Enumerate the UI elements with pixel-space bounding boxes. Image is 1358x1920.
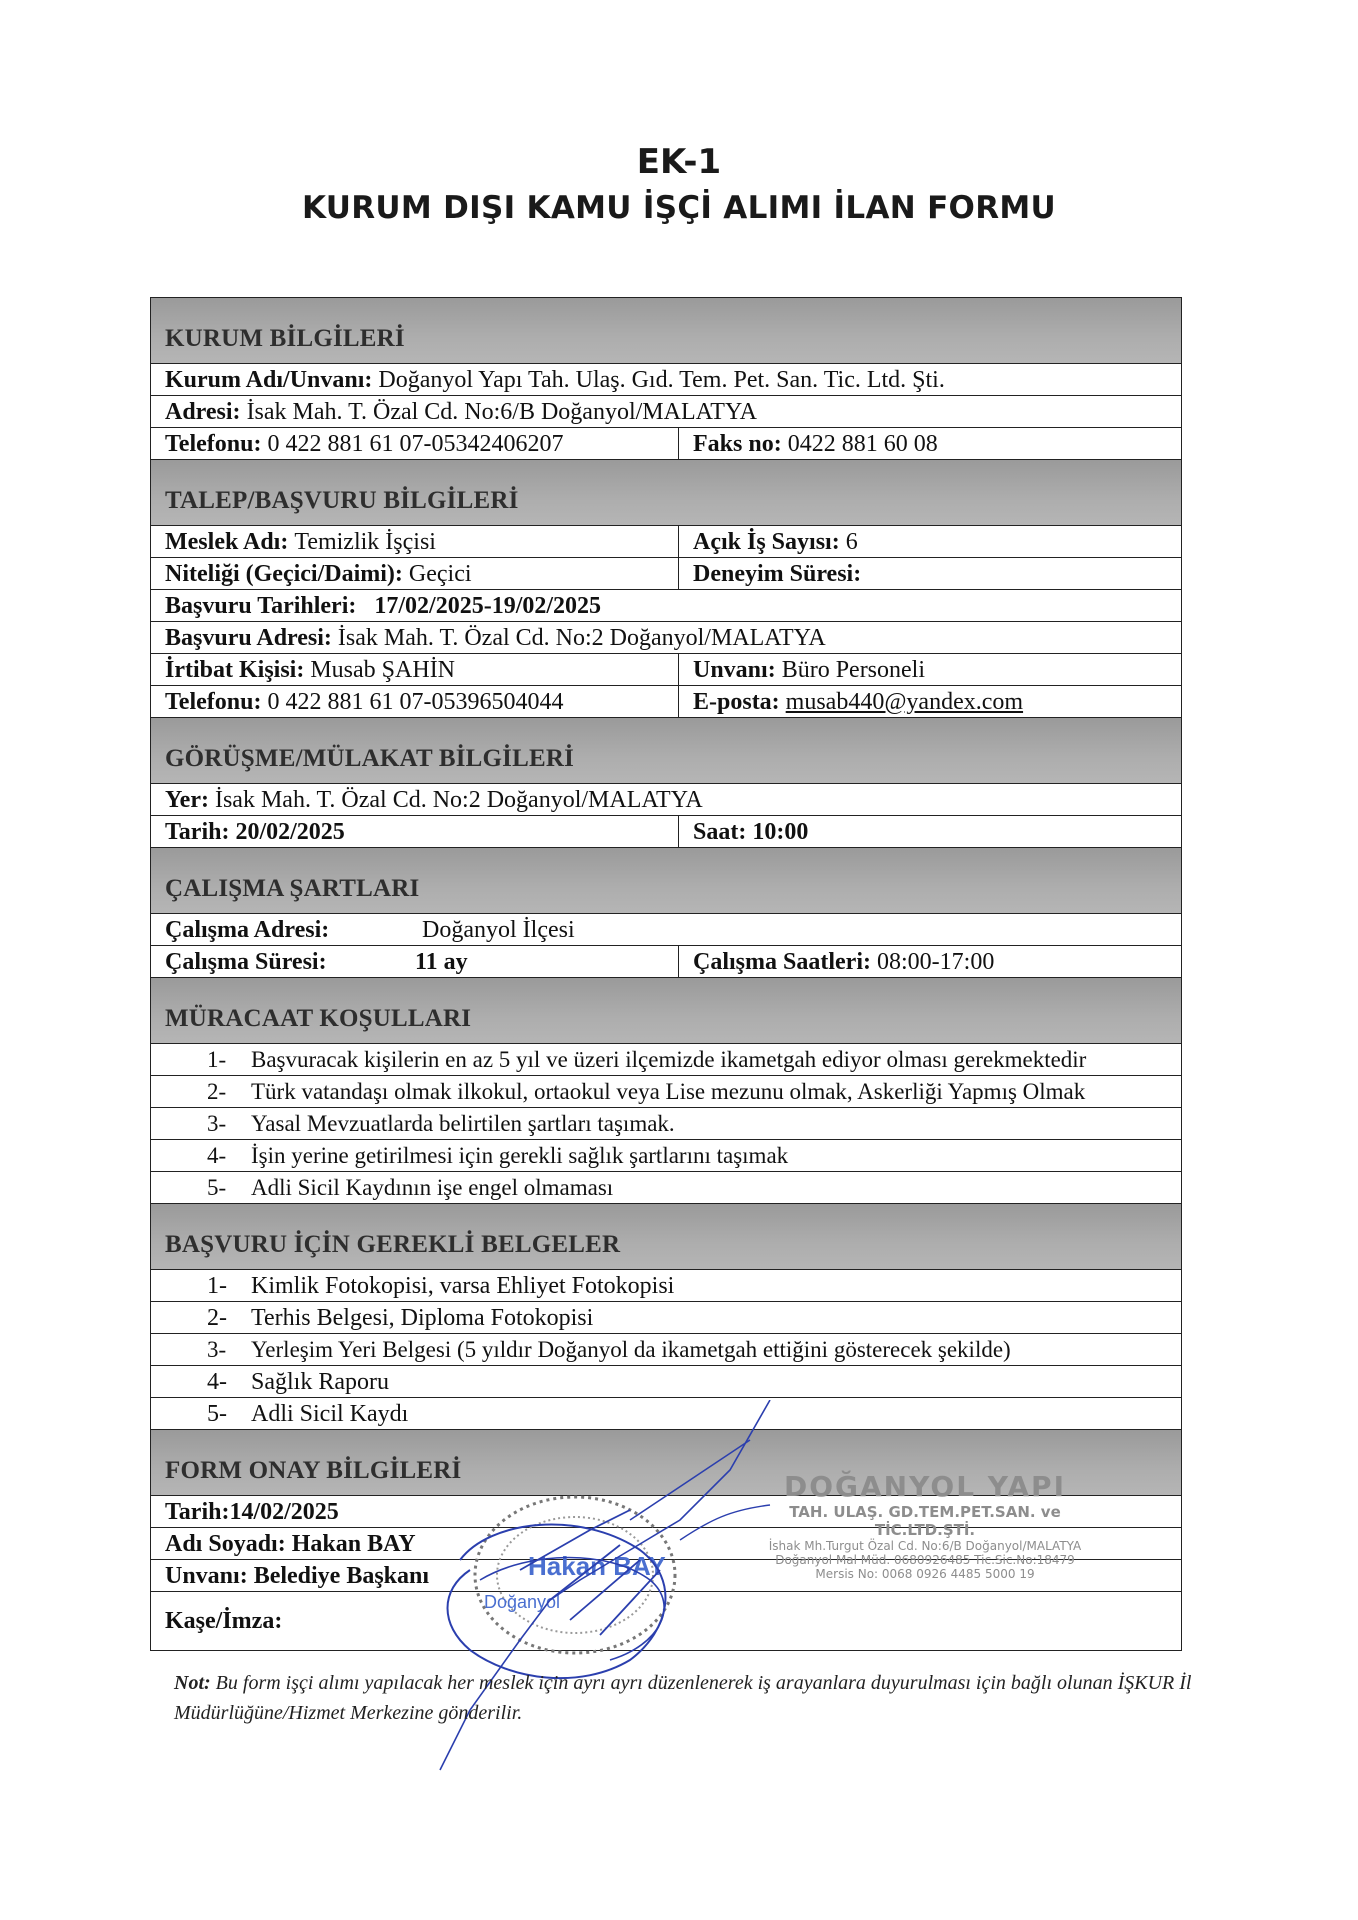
list-item xyxy=(151,1076,1181,1108)
label-eposta: E-posta: xyxy=(693,688,780,715)
section-calisma-header: ÇALIŞMA ŞARTLARI xyxy=(151,848,1181,914)
form-code-title: EK-1 xyxy=(636,142,722,182)
item-number: 1- xyxy=(207,1046,227,1072)
label-irtibat-telefon: Telefonu: xyxy=(165,688,262,715)
label-acik-is: Açık İş Sayısı: xyxy=(693,528,840,555)
value-gorusme-tarih: 20/02/2025 xyxy=(235,818,345,845)
seal-name-text: Hakan BAY xyxy=(528,1551,666,1581)
label-gorusme-yer: Yer: xyxy=(165,786,209,813)
value-calisma-sure: 11 ay xyxy=(415,948,468,975)
value-acik-is: 6 xyxy=(845,528,858,555)
section-muracaat-header: MÜRACAAT KOŞULLARI xyxy=(151,978,1181,1044)
value-calisma-saat: 08:00-17:00 xyxy=(876,948,995,975)
label-gorusme-saat: Saat: xyxy=(693,818,747,845)
section-kurum-header: KURUM BİLGİLERİ xyxy=(151,298,1181,364)
value-meslek: Temizlik İşçisi xyxy=(294,528,436,555)
item-text: Sağlık Raporu xyxy=(251,1368,389,1395)
list-item xyxy=(151,1140,1181,1172)
list-item xyxy=(151,1172,1181,1204)
value-basvuru-tarih: 17/02/2025-19/02/2025 xyxy=(374,592,602,619)
row-irtibat xyxy=(151,654,1181,686)
row-meslek xyxy=(151,526,1181,558)
row-kurum-adi xyxy=(151,364,1181,396)
item-text: Türk vatandaşı olmak ilkokul, ortaokul veya Lise mezunu olmak, Askerliği Yapmış Olmak xyxy=(251,1078,1086,1104)
value-kurum-telefon: 0 422 881 61 07-05342406207 xyxy=(267,430,564,457)
value-irtibat: Musab ŞAHİN xyxy=(310,656,456,683)
label-faks: Faks no: xyxy=(693,430,782,457)
item-text: Kimlik Fotokopisi, varsa Ehliyet Fotokopisi xyxy=(251,1272,675,1299)
item-text: Adli Sicil Kaydı xyxy=(251,1400,409,1427)
item-number: 5- xyxy=(207,1400,227,1427)
note-text: Bu form işçi alımı yapılacak her meslek için ayrı ayrı düzenlenerek iş arayanlara duyurulması için bağlı olunan İŞKUR İl Müdürlüğüne/Hizmet Merkezine gönderilir. xyxy=(174,1672,1192,1724)
label-calisma-adres: Çalışma Adresi: xyxy=(165,916,330,943)
value-onay-tarih: 14/02/2025 xyxy=(229,1498,339,1525)
item-number: 2- xyxy=(207,1304,227,1331)
value-calisma-adres: Doğanyol İlçesi xyxy=(422,916,575,943)
value-onay-ad: Hakan BAY xyxy=(291,1530,416,1557)
seal-town-text: Doğanyol xyxy=(484,1592,561,1612)
value-irtibat-telefon: 0 422 881 61 07-05396504044 xyxy=(267,688,564,715)
value-gorusme-yer: İsak Mah. T. Özal Cd. No:2 Doğanyol/MALATYA xyxy=(214,786,703,813)
label-kurum-telefon: Telefonu: xyxy=(165,430,262,457)
item-text: Yasal Mevzuatlarda belirtilen şartları taşımak. xyxy=(251,1110,675,1136)
label-kase-imza: Kaşe/İmza: xyxy=(165,1608,283,1634)
label-gorusme-tarih: Tarih: xyxy=(165,818,230,845)
item-text: Başvuracak kişilerin en az 5 yıl ve üzeri ilçemizde ikametgah ediyor olması gerekmektedir xyxy=(251,1046,1087,1072)
email-link[interactable]: musab440@yandex.com xyxy=(785,688,1024,715)
label-basvuru-tarih: Başvuru Tarihleri: xyxy=(165,592,357,619)
label-meslek: Meslek Adı: xyxy=(165,528,289,555)
list-item xyxy=(151,1302,1181,1334)
section-belgeler-header: BAŞVURU İÇİN GEREKLİ BELGELER xyxy=(151,1204,1181,1270)
label-calisma-sure: Çalışma Süresi: xyxy=(165,948,327,975)
row-nitelik xyxy=(151,558,1181,590)
row-gorusme-yer xyxy=(151,784,1181,816)
row-calisma-sure-saat xyxy=(151,946,1181,978)
label-calisma-saat: Çalışma Saatleri: xyxy=(693,948,871,975)
label-kurum-adi: Kurum Adı/Unvanı: xyxy=(165,366,373,393)
item-text: Yerleşim Yeri Belgesi (5 yıldır Doğanyol da ikametgah ettiğini gösterecek şekilde) xyxy=(251,1336,1011,1362)
label-onay-unvan: Unvanı: xyxy=(165,1562,248,1589)
row-kurum-adres xyxy=(151,396,1181,428)
value-kurum-adi: Doğanyol Yapı Tah. Ulaş. Gıd. Tem. Pet. San. Tic. Ltd. Şti. xyxy=(378,366,945,393)
list-item xyxy=(151,1044,1181,1076)
label-unvan: Unvanı: xyxy=(693,656,776,683)
list-item xyxy=(151,1334,1181,1366)
item-number: 3- xyxy=(207,1110,227,1136)
stamp-mersis: Mersis No: 0068 0926 4485 5000 19 xyxy=(815,1567,1035,1581)
label-basvuru-adres: Başvuru Adresi: xyxy=(165,624,332,651)
item-number: 2- xyxy=(207,1078,227,1104)
note-label: Not: xyxy=(174,1672,211,1694)
stamp-tax-info: Doğanyol Mal Müd. 0680926485 Tic.Sic.No:18479 xyxy=(775,1553,1075,1567)
item-number: 5- xyxy=(207,1174,227,1200)
row-irtibat-telefon xyxy=(151,686,1181,718)
section-gorusme-header: GÖRÜŞME/MÜLAKAT BİLGİLERİ xyxy=(151,718,1181,784)
stamp-company-name: DOĞANYOL YAPI xyxy=(783,1470,1066,1503)
section-talep-header: TALEP/BAŞVURU BİLGİLERİ xyxy=(151,460,1181,526)
list-item xyxy=(151,1366,1181,1398)
label-nitelik: Niteliği (Geçici/Daimi): xyxy=(165,560,403,587)
item-number: 4- xyxy=(207,1142,227,1168)
stamp-company-address: İshak Mh.Turgut Özal Cd. No:6/B Doğanyol/MALATYA xyxy=(768,1539,1082,1553)
label-onay-ad: Adı Soyadı: xyxy=(165,1530,286,1557)
item-text: İşin yerine getirilmesi için gerekli sağlık şartlarını taşımak xyxy=(251,1142,789,1168)
label-onay-tarih: Tarih: xyxy=(165,1498,230,1525)
section-onay-header: FORM ONAY BİLGİLERİ xyxy=(151,1430,1181,1496)
row-basvuru-tarih xyxy=(151,590,1181,622)
form-title: KURUM DIŞI KAMU İŞÇİ ALIMI İLAN FORMU xyxy=(301,190,1056,226)
value-basvuru-adres: İsak Mah. T. Özal Cd. No:2 Doğanyol/MALATYA xyxy=(337,624,826,651)
item-number: 4- xyxy=(207,1368,227,1395)
value-nitelik: Geçici xyxy=(408,560,472,587)
footer-note xyxy=(174,1668,1214,1728)
value-gorusme-saat: 10:00 xyxy=(752,818,809,845)
label-irtibat: İrtibat Kişisi: xyxy=(165,656,305,683)
label-kurum-adres: Adresi: xyxy=(165,398,241,425)
value-unvan: Büro Personeli xyxy=(781,656,926,683)
label-deneyim: Deneyim Süresi: xyxy=(693,560,862,587)
item-number: 1- xyxy=(207,1272,227,1299)
row-calisma-adres xyxy=(151,914,1181,946)
item-number: 3- xyxy=(207,1336,227,1362)
stamp-company-type: TAH. ULAŞ. GD.TEM.PET.SAN. ve TİC.LTD.ŞTİ. xyxy=(789,1503,1061,1539)
item-text: Terhis Belgesi, Diploma Fotokopisi xyxy=(251,1304,594,1331)
item-text: Adli Sicil Kaydının işe engel olmaması xyxy=(251,1174,614,1200)
value-kurum-adres: İsak Mah. T. Özal Cd. No:6/B Doğanyol/MALATYA xyxy=(246,398,757,425)
value-onay-unvan: Belediye Başkanı xyxy=(253,1562,430,1589)
row-kurum-telefon-faks xyxy=(151,428,1181,460)
value-faks: 0422 881 60 08 xyxy=(787,430,938,457)
row-basvuru-adres xyxy=(151,622,1181,654)
list-item xyxy=(151,1270,1181,1302)
list-item xyxy=(151,1108,1181,1140)
row-gorusme-tarih-saat xyxy=(151,816,1181,848)
